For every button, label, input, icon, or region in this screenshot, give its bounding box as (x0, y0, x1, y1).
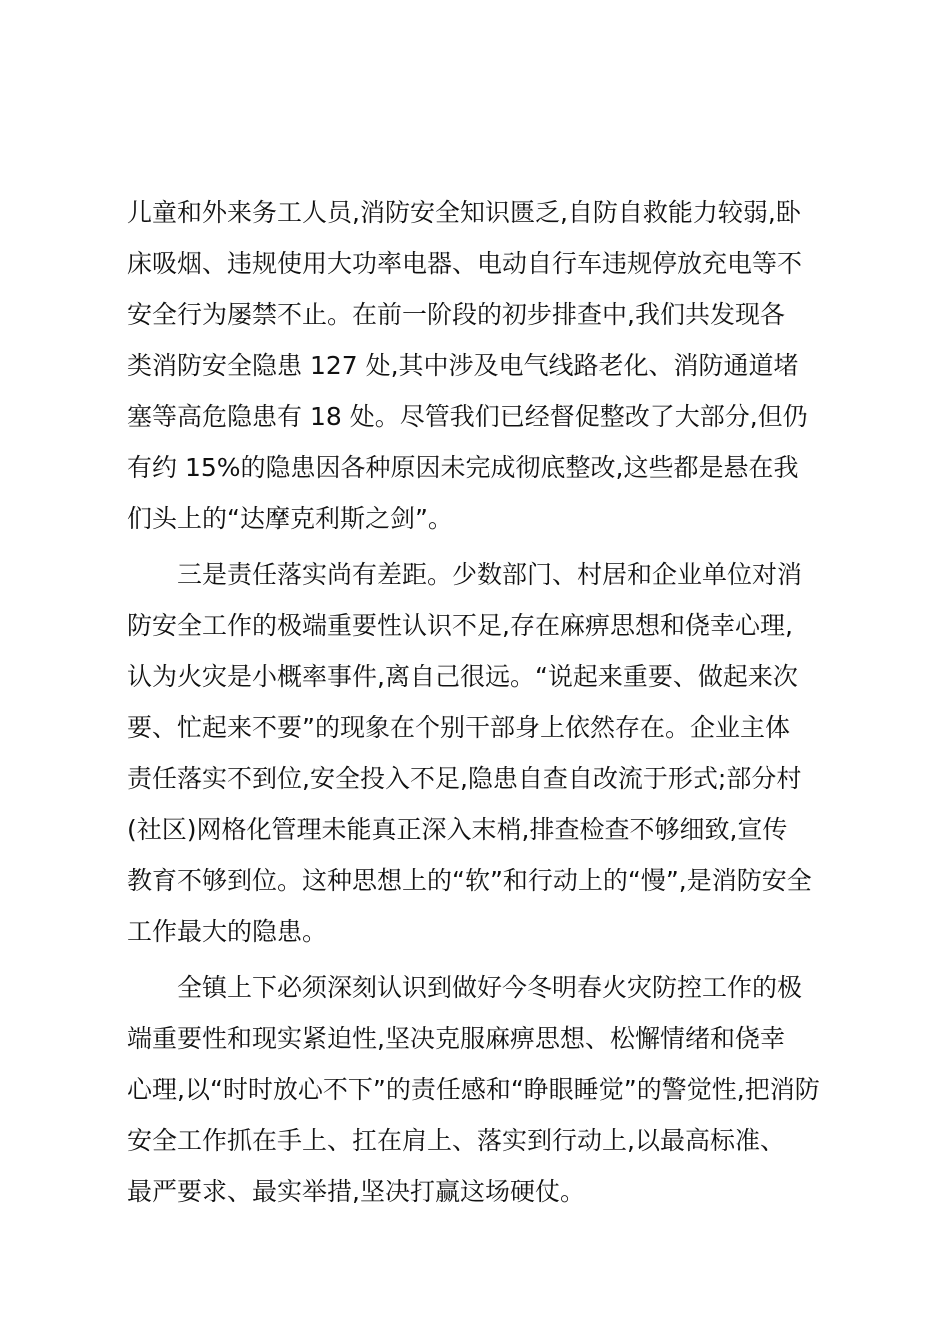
text-line: 教育不够到位。这种思想上的“软”和行动上的“慢”,是消防安全 (127, 866, 812, 895)
text-line: 安全行为屡禁不止。在前一阶段的初步排查中,我们共发现各 (127, 300, 785, 329)
text-line: 塞等高危隐患有 18 处。尽管我们已经督促整改了大部分,但仍 (127, 402, 808, 431)
text-line: (社区)网格化管理未能真正深入末梢,排查检查不够细致,宣传 (127, 815, 788, 844)
text-line: 端重要性和现实紧迫性,坚决克服麻痹思想、松懈情绪和侥幸 (127, 1024, 785, 1053)
text-line: 床吸烟、违规使用大功率电器、电动自行车违规停放充电等不 (127, 249, 803, 278)
text-line: 防安全工作的极端重要性认识不足,存在麻痹思想和侥幸心理, (127, 611, 793, 640)
text-line: 们头上的“达摩克利斯之剑”。 (127, 504, 453, 533)
text-line: 类消防安全隐患 127 处,其中涉及电气线路老化、消防通道堵 (127, 351, 799, 380)
text-line: 要、忙起来不要”的现象在个别干部身上依然存在。企业主体 (127, 713, 790, 742)
text-line: 最严要求、最实举措,坚决打赢这场硬仗。 (127, 1177, 585, 1206)
text-line: 全镇上下必须深刻认识到做好今冬明春火灾防控工作的极 (177, 973, 803, 1002)
text-line: 三是责任落实尚有差距。少数部门、村居和企业单位对消 (177, 560, 803, 589)
text-line: 工作最大的隐患。 (127, 917, 328, 946)
paragraph-hazards (127, 187, 827, 544)
text-line: 有约 15%的隐患因各种原因未完成彻底整改,这些都是悬在我 (127, 453, 799, 482)
paragraph-responsibility (127, 549, 827, 957)
paragraph-conclusion (127, 962, 827, 1217)
text-line: 心理,以“时时放心不下”的责任感和“睁眼睡觉”的警觉性,把消防 (127, 1075, 820, 1104)
text-line: 安全工作抓在手上、扛在肩上、落实到行动上,以最高标准、 (127, 1126, 785, 1155)
document-body (127, 187, 827, 1217)
text-line: 责任落实不到位,安全投入不足,隐患自查自改流于形式;部分村 (127, 764, 802, 793)
text-line: 儿童和外来务工人员,消防安全知识匮乏,自防自救能力较弱,卧 (127, 198, 801, 227)
text-line: 认为火灾是小概率事件,离自己很远。“说起来重要、做起来次 (127, 662, 798, 691)
